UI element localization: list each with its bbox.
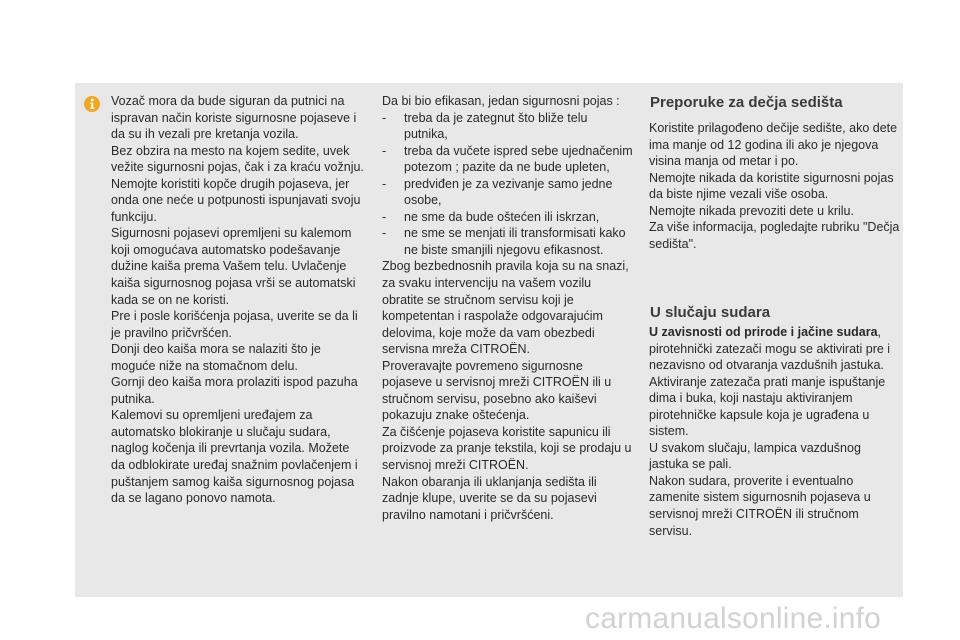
paragraph: Gornji deo kaiša mora prolaziti ispod pazuha putnika. bbox=[111, 375, 358, 406]
paragraph: Vozač mora da bude siguran da putnici na ispravan način koriste sigurnosne pojaseve i da su ih vezali pre kretanja vozila. bbox=[111, 94, 357, 142]
section-heading-collision: U slučaju sudara bbox=[650, 304, 771, 321]
paragraph: Nemojte nikada da koristite sigurnosni pojas da biste njime vezali više osoba. bbox=[649, 170, 894, 202]
paragraph: Nakon sudara, proverite i eventualno zamenite sistem sigurnosnih pojaseva u servisnoj mreži CITROËN ili stručnom servisu. bbox=[649, 473, 871, 538]
paragraph: Sigurnosni pojasevi opremljeni su kalemom koji omogućava automatsko podešavanje dužine kaiša prema Vašem telu. Uvlačenje kaiša sigurnosnog pojasa vrši se automatski kada se on ne koristi. bbox=[111, 226, 356, 307]
lead-paragraph bbox=[649, 324, 901, 440]
paragraph: Proveravajte povremeno sigurnosne pojaseve u servisnoj mreži CITROËN ili u stručnom servisu, posebno ako kaiševi pokazuju znake oštećenja. bbox=[382, 358, 612, 423]
paragraph: Nemojte koristiti kopče drugih pojaseva, jer onda one neće u potpunosti ispunjavati svoju funkciju. bbox=[111, 176, 361, 224]
bullet-dash: - bbox=[382, 143, 387, 158]
list-item: - treba da je zategnut što bliže telu putnika, bbox=[382, 110, 588, 142]
lead-bold: U zavisnosti od prirode i jačine sudara bbox=[649, 325, 878, 339]
paragraph: Koristite prilagođeno dečije sedište, ako dete ima manje od 12 godina ili ako je njegova visina manja od metar i po. bbox=[649, 121, 898, 169]
bullet-dash: - bbox=[382, 176, 387, 191]
requirements-list bbox=[382, 110, 634, 259]
paragraph: Za više informacija, pogledajte rubriku "Dečja sedišta". bbox=[649, 220, 900, 251]
middle-column bbox=[382, 93, 634, 523]
right-column-section1 bbox=[649, 120, 901, 252]
left-column bbox=[111, 93, 366, 507]
paragraph: Pre i posle korišćenja pojasa, uverite se da li je pravilno pričvršćen. bbox=[111, 309, 358, 340]
bullet-dash: - bbox=[382, 110, 387, 125]
bullet-dash: - bbox=[382, 209, 387, 224]
section-heading-child-seats: Preporuke za dečja sedišta bbox=[650, 94, 843, 111]
list-item: - predviđen je za vezivanje samo jedne osobe, bbox=[382, 176, 613, 208]
list-item: - treba da vučete ispred sebe ujednačenim potezom ; pazite da ne bude upleten, bbox=[382, 143, 633, 175]
paragraph: Bez obzira na mesto na kojem sedite, uvek vežite sigurnosni pojas, čak i za kraću vožnju. bbox=[111, 143, 364, 175]
paragraph: Nemojte nikada prevoziti dete u krilu. bbox=[649, 203, 854, 218]
paragraph: Zbog bezbednosnih pravila koja su na snazi, za svaku intervenciju na vašem vozilu obratite se stručnom servisu koji je kompetentan i raspolaže odgovarajućim delovima, koje može da vam obezbedi servisna mreža CITROËN. bbox=[382, 259, 629, 357]
list-item: - ne sme se menjati ili transformisati kako ne biste smanjili njegovu efikasnost. bbox=[382, 226, 626, 257]
list-intro: Da bi bio efikasan, jedan sigurnosni pojas : bbox=[382, 94, 620, 108]
paragraph: Kalemovi su opremljeni uređajem za automatsko blokiranje u slučaju sudara, naglog kočenja ili prevrtanja vozila. Možete da odblokirate uređaj snažnim povlačenjem i puštanjem samog kaiša sigurnosnog pojasa da se lagano ponovo namota. bbox=[111, 408, 358, 506]
watermark: carmanualsonline.info bbox=[585, 602, 882, 635]
paragraph: Donji deo kaiša mora se nalaziti što je moguće niže na stomačnom delu. bbox=[111, 342, 321, 373]
right-column-section2 bbox=[649, 324, 901, 539]
paragraph: Nakon obaranja ili uklanjanja sedišta ili zadnje klupe, uverite se da su pojasevi pravilno namotani i pričvršćeni. bbox=[382, 474, 597, 522]
lead-rest: , pirotehnički zatezači mogu se aktivirati pre i nezavisno od otvaranja vazdušnih jastuka. Aktiviranje zatezača prati manje ispuštanje dima i buka, koji nastaju aktiviranjem pirotehničke kapsule koja je ugrađena u sistem. bbox=[649, 325, 891, 439]
bullet-dash: - bbox=[382, 226, 387, 241]
paragraph: U svakom slučaju, lampica vazdušnog jastuka se pali. bbox=[649, 440, 861, 472]
info-icon bbox=[84, 96, 100, 112]
list-item: - ne sme da bude oštećen ili iskrzan, bbox=[382, 209, 600, 224]
paragraph: Za čišćenje pojaseva koristite sapunicu ili proizvode za pranje tekstila, koji se prodaju u servisnoj mreži CITROËN. bbox=[382, 424, 632, 473]
